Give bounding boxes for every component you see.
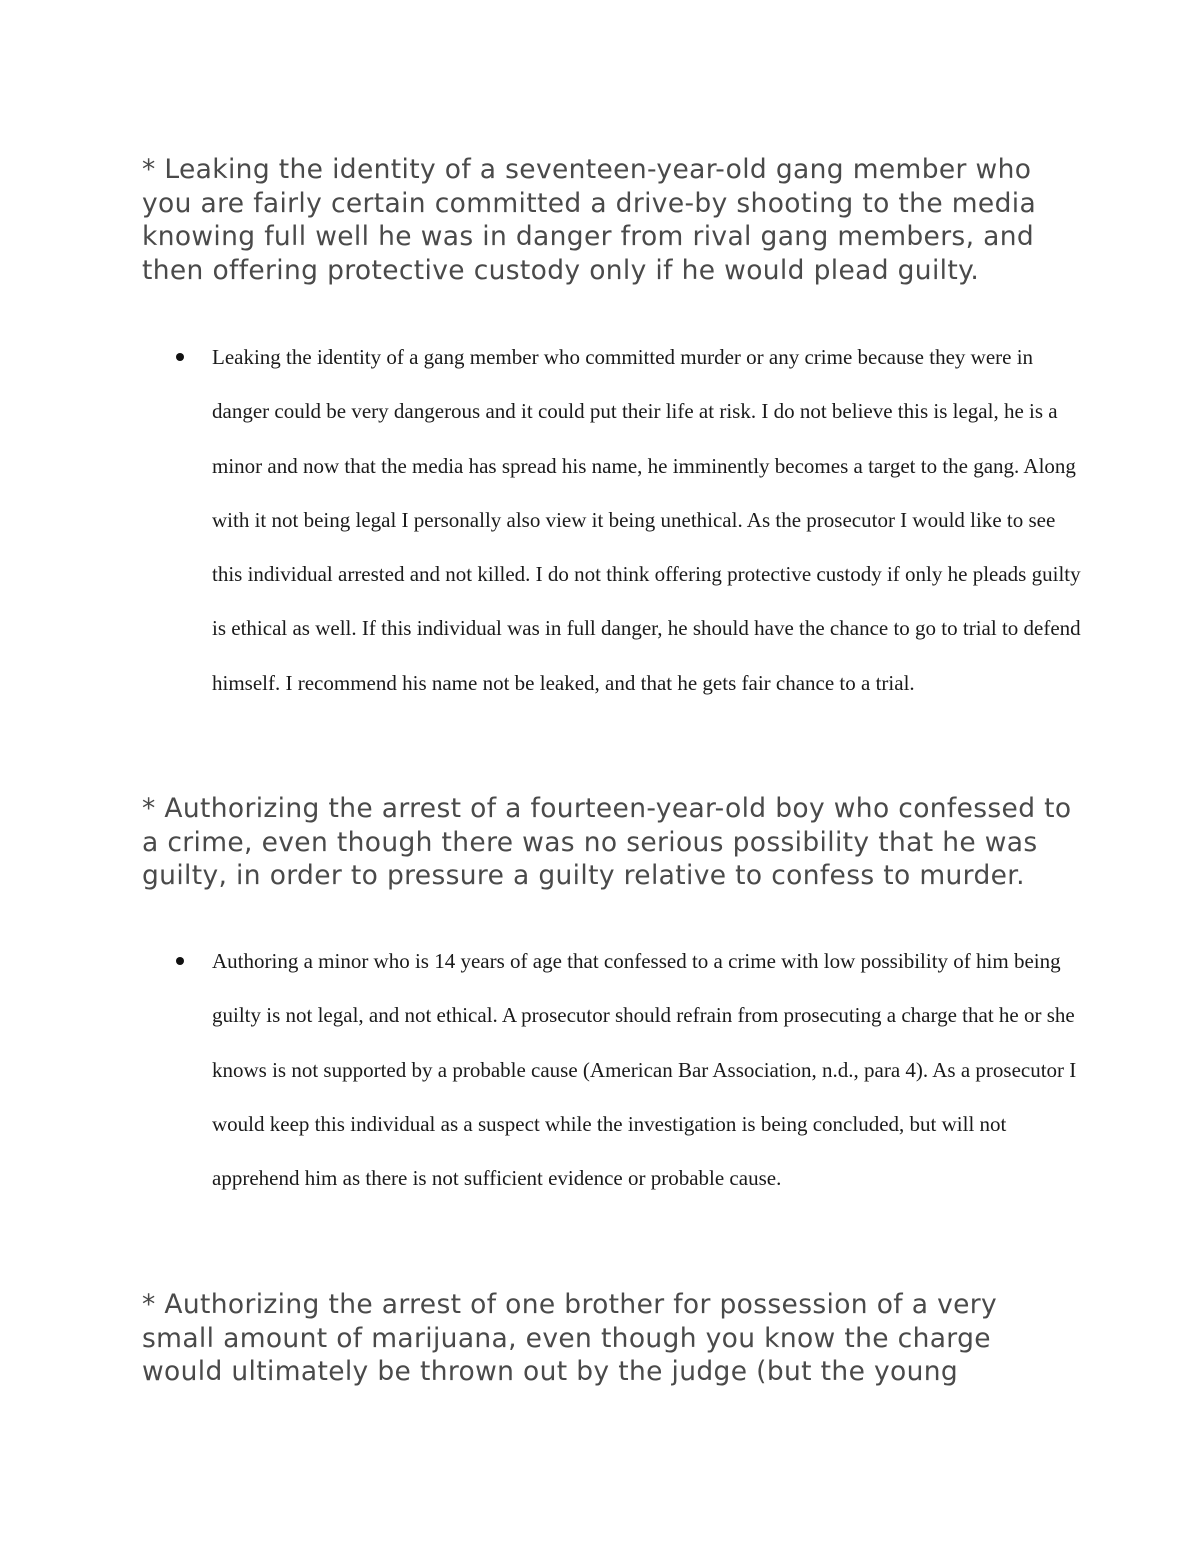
section-1-heading: * Leaking the identity of a seventeen-year-old gang member who you are fairly certain committed a drive-by shooting to the media knowing full well he was in danger from rival gang members, and then offering protective custody only if he would plead guilty. (142, 154, 1037, 286)
section-2-bullet-item (142, 934, 1082, 1205)
section-2-bullet-text: Authoring a minor who is 14 years of age that confessed to a crime with low possibility of him being guilty is not legal, and not ethical. A prosecutor should refrain from prosecuting a charge that he or she knows is not supported by a probable cause (American Bar Association, n.d., para 4). As a prosecutor I would keep this individual as a suspect while the investigation is being concluded, but will not apprehend him as there is not sufficient evidence or probable cause. (212, 949, 1077, 1191)
bullet-dot-icon (176, 957, 184, 965)
section-2-heading: * Authorizing the arrest of a fourteen-year-old boy who confessed to a crime, even though there was no serious possibility that he was guilty, in order to pressure a guilty relative to confess to murder. (142, 793, 1072, 891)
section-1-bullet-text: Leaking the identity of a gang member who committed murder or any crime because they were in danger could be very dangerous and it could put their life at risk. I do not believe this is legal, he is a minor and now that the media has spread his name, he imminently becomes a target to the gang. Along with it not being legal I personally also view it being unethical. As the prosecutor I would like to see this individual arrested and not killed. I do not think offering protective custody if only he pleads guilty is ethical as well. If this individual was in full danger, he should have the chance to go to trial to defend himself. I recommend his name not be leaked, and that he gets fair chance to a trial. (212, 345, 1081, 695)
section-3-heading: * Authorizing the arrest of one brother for possession of a very small amount of marijuana, even though you know the charge would ultimately be thrown out by the judge (but the young (142, 1289, 998, 1387)
section-1-bullet-list (142, 330, 1082, 710)
bullet-dot-icon (176, 353, 184, 361)
section-1-bullet-item (142, 330, 1082, 710)
section-2-bullet-list (142, 934, 1082, 1205)
